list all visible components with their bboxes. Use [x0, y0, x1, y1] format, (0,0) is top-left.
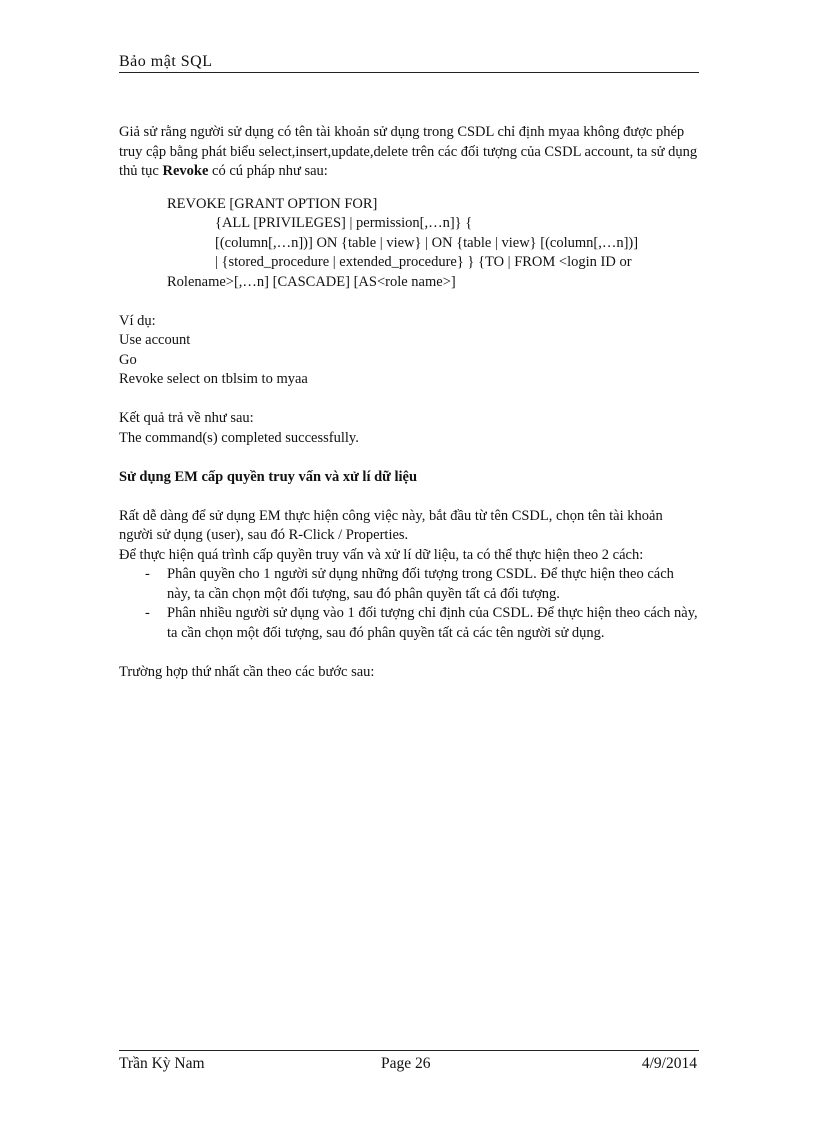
- list-item: [145, 565, 699, 604]
- list-item-text: Phân nhiều người sử dụng vào 1 đối tượng chỉ định của CSDL. Để thực hiện theo cách này, ta cần chọn một đối tượng, sau đó phân quyền tất cả các tên người sử dụng.: [167, 605, 698, 641]
- code-line: Use account: [119, 332, 191, 348]
- revoke-syntax-block: [119, 195, 699, 293]
- dash-bullet: -: [145, 566, 150, 582]
- example-block: [119, 312, 699, 390]
- code-line: Revoke select on tblsim to myaa: [119, 371, 308, 387]
- list-item-text: Phân quyền cho 1 người sử dụng những đối tượng trong CSDL. Để thực hiện theo cách này, ta cần chọn một đối tượng, sau đó phân quyền tất cả đối tượng.: [167, 566, 674, 602]
- spacer: [119, 390, 699, 410]
- result-message: The command(s) completed successfully.: [119, 429, 359, 446]
- syntax-line: {ALL [PRIVILEGES] | permission[,…n]} {: [215, 215, 473, 231]
- list-item: [145, 604, 699, 643]
- document-body: [119, 123, 699, 682]
- header-divider: [119, 72, 699, 73]
- spacer: [119, 643, 699, 663]
- paragraph: Rất dễ dàng để sử dụng EM thực hiện công việc này, bắt đầu từ tên CSDL, chọn tên tài khoản người sử dụng (user), sau đó R-Click / Properties.: [119, 507, 663, 543]
- spacer: [119, 487, 699, 507]
- spacer: [119, 292, 699, 312]
- spacer: [119, 448, 699, 468]
- syntax-line: REVOKE [GRANT OPTION FOR]: [167, 195, 378, 212]
- revoke-keyword: Revoke: [162, 163, 209, 179]
- paragraph: Để thực hiện quá trình cấp quyền truy vấn và xử lí dữ liệu, ta có thể thực hiện theo 2 cách:: [119, 546, 644, 563]
- syntax-line: Rolename>[,…n] [CASCADE] [AS<role name>]: [167, 273, 456, 290]
- footer-page-number: Page 26: [381, 1055, 431, 1072]
- intro-text-end: có cú pháp như sau:: [208, 163, 328, 179]
- result-label: Kết quả trả về như sau:: [119, 410, 254, 426]
- result-block: [119, 409, 699, 448]
- page-header-title: Bảo mật SQL: [119, 53, 213, 70]
- intro-text: Giả sử rằng người sử dụng có tên tài khoản sử dụng trong CSDL chỉ định myaa không được phép truy cập bằng phát biểu select,insert,update,delete trên các đối tượng của CSDL account, ta sử dụng thủ tục: [119, 124, 698, 179]
- footer-author: Trần Kỳ Nam: [119, 1055, 205, 1072]
- dash-bullet: -: [145, 605, 150, 621]
- bullet-list: [119, 565, 699, 643]
- page-footer: [119, 1054, 697, 1074]
- syntax-line: | {stored_procedure | extended_procedure} } {TO | FROM <login ID or: [215, 254, 632, 270]
- paragraph: Trường hợp thứ nhất cần theo các bước sau:: [119, 663, 375, 680]
- example-label: Ví dụ:: [119, 312, 156, 329]
- footer-divider: [119, 1050, 699, 1051]
- footer-date: 4/9/2014: [641, 1055, 697, 1072]
- intro-paragraph: [119, 123, 699, 182]
- section-heading: Sử dụng EM cấp quyền truy vấn và xử lí dữ liệu: [119, 468, 418, 485]
- syntax-line: [(column[,…n])] ON {table | view} | ON {table | view} [(column[,…n])]: [215, 234, 639, 251]
- code-line: Go: [119, 351, 137, 368]
